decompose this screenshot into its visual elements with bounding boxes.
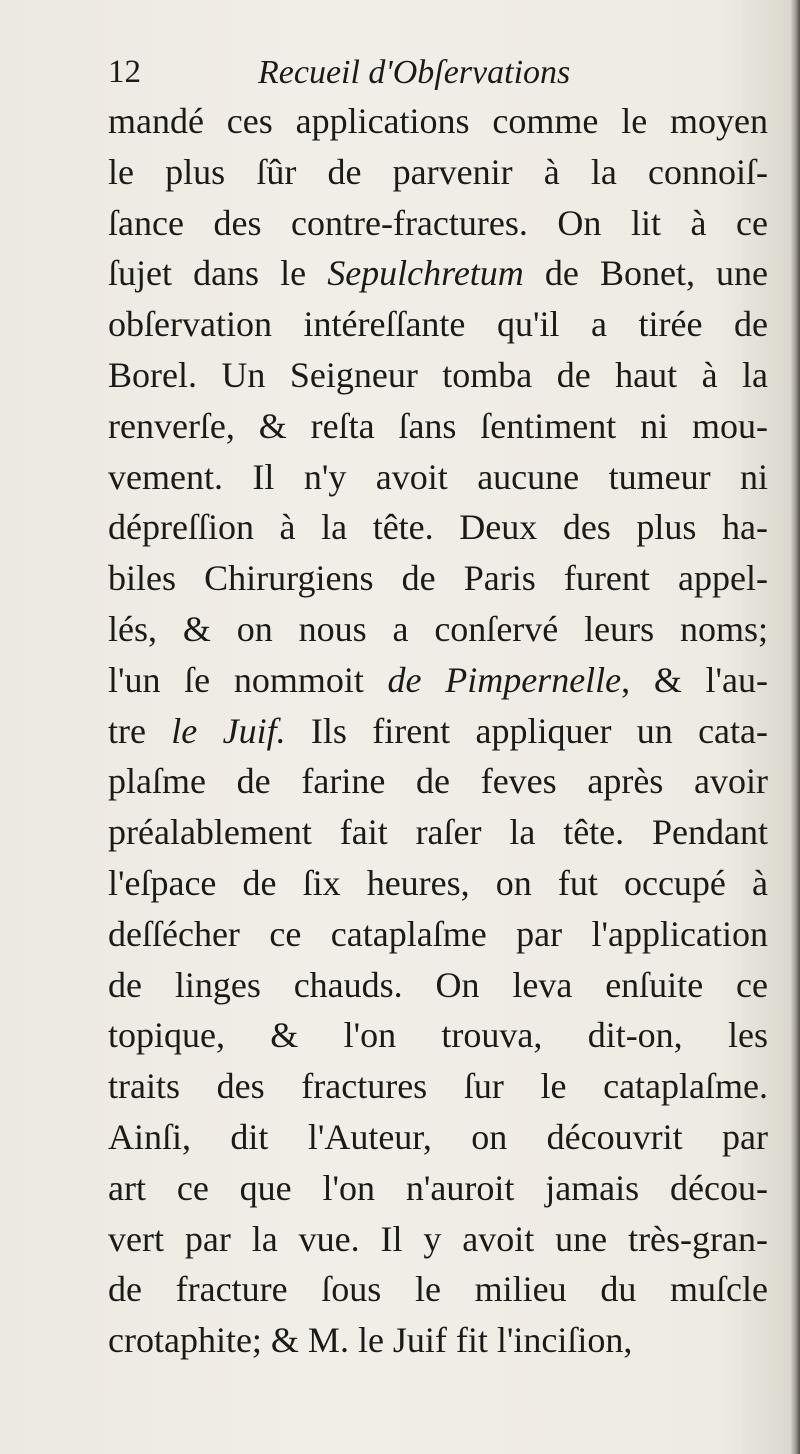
text-line: crotaphite; & M. le Juif fit l'inciſion,: [108, 1320, 633, 1361]
text-line: biles Chirurgiens de Paris furent appel-: [108, 558, 768, 599]
text-line: l'un ſe nommoit de Pimpernelle, & l'au-: [108, 659, 768, 700]
text-line: art ce que l'on n'auroit jamais décou-: [108, 1167, 768, 1208]
text-line: traits des fractures ſur le cataplaſme.: [108, 1066, 768, 1107]
text-line: de linges chauds. On leva enſuite ce: [108, 964, 768, 1005]
text-line: Ainſi, dit l'Auteur, on découvrit par: [108, 1116, 768, 1157]
text-line: obſervation intéreſſante qu'il a tirée de: [108, 304, 768, 345]
text-line: préalablement fait raſer la tête. Pendant: [108, 812, 768, 853]
text-line: ſance des contre-fractures. On lit à ce: [108, 202, 768, 243]
text-line: dépreſſion à la tête. Deux des plus ha-: [108, 507, 768, 548]
text-line: deſſécher ce cataplaſme par l'application: [108, 913, 768, 954]
text-line: l'eſpace de ſix heures, on fut occupé à: [108, 862, 768, 903]
page-number: 12: [108, 54, 141, 90]
text-line: tre le Juif. Ils firent appliquer un cata-: [108, 710, 768, 751]
text-line: lés, & on nous a conſervé leurs noms;: [108, 608, 768, 649]
italic-name: le Juif.: [171, 710, 286, 751]
text-line: vert par la vue. Il y avoit une très-gran-: [108, 1218, 768, 1259]
text-line: vement. Il n'y avoit aucune tumeur ni: [108, 456, 768, 497]
text-line: renverſe, & reſta ſans ſentiment ni mou-: [108, 405, 768, 446]
page-header: [108, 44, 708, 94]
running-title: Recueil d'Obſervations: [258, 54, 571, 91]
text-line: topique, & l'on trouva, dit-on, les: [108, 1015, 768, 1056]
text-line: plaſme de farine de feves après avoir: [108, 761, 768, 802]
text-line: le plus ſûr de parvenir à la connoiſ-: [108, 151, 768, 192]
page-edge-shadow: [790, 0, 800, 1454]
text-line: de fracture ſous le milieu du muſcle: [108, 1269, 768, 1310]
text-line: mandé ces applications comme le moyen: [108, 101, 768, 141]
italic-title: Sepulchretum: [327, 253, 524, 294]
italic-name: de Pimpernelle: [387, 659, 622, 700]
text-line: ſujet dans le Sepulchretum de Bonet, une: [108, 253, 768, 294]
text-line: Borel. Un Seigneur tomba de haut à la: [108, 354, 768, 395]
body-text: [108, 96, 768, 1366]
